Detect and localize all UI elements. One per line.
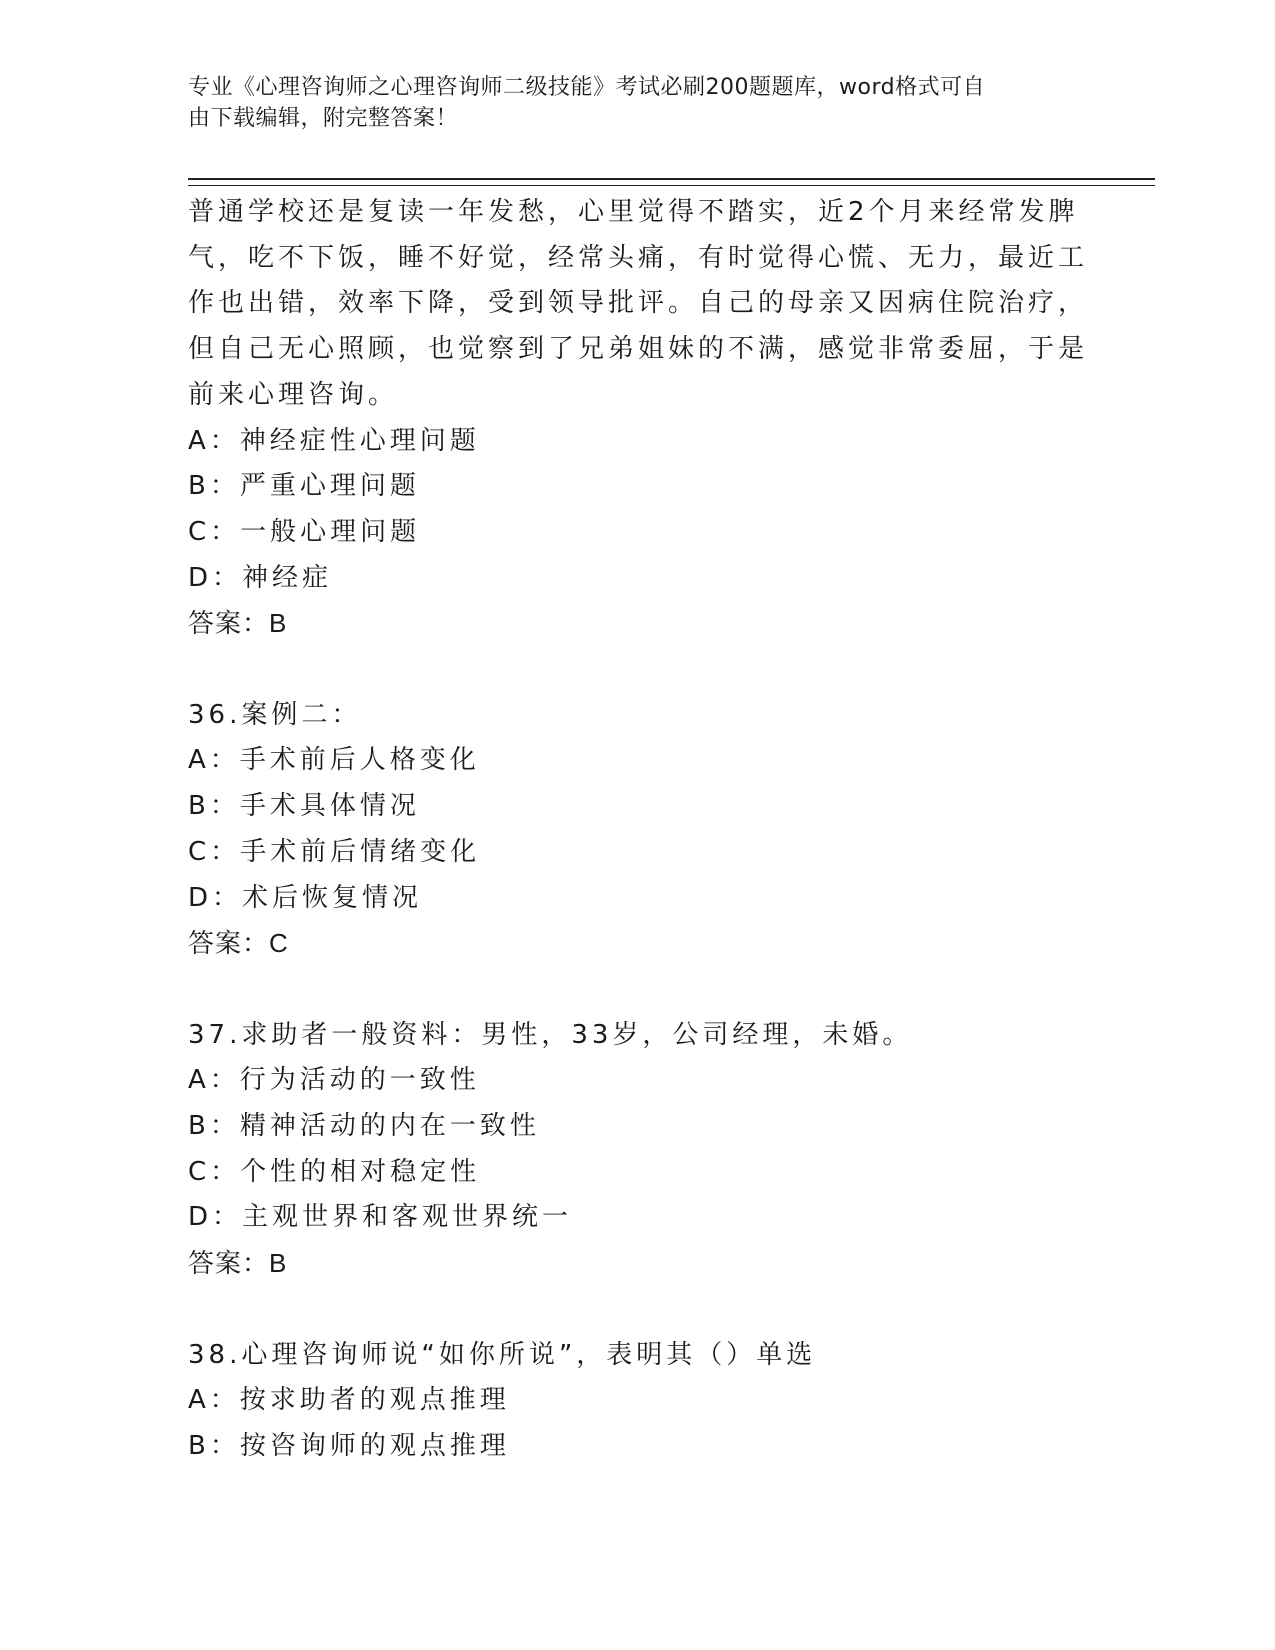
question-36 xyxy=(188,693,1088,967)
option-b: B：严重心理问题 xyxy=(188,471,420,502)
question-35-continued xyxy=(188,190,1088,647)
option-b: B：精神活动的内在一致性 xyxy=(188,1111,540,1142)
question-37 xyxy=(188,1013,1088,1287)
answer-line: 答案：B xyxy=(188,608,288,639)
option-c: C：手术前后情绪变化 xyxy=(188,836,481,867)
question-text-line: 作也出错，效率下降，受到领导批评。自己的母亲又因病住院治疗， xyxy=(188,288,1089,319)
spacer xyxy=(188,1287,1088,1333)
option-d: D：术后恢复情况 xyxy=(188,882,423,913)
option-a: A：行为活动的一致性 xyxy=(188,1065,480,1096)
option-a: A：按求助者的观点推理 xyxy=(188,1385,510,1416)
spacer xyxy=(188,967,1088,1013)
option-b: B：手术具体情况 xyxy=(188,791,420,822)
answer-line: 答案：B xyxy=(188,1248,288,1279)
answer-line: 答案：C xyxy=(188,928,289,959)
question-text-line: 前来心理咨询。 xyxy=(188,379,399,410)
option-a: A：神经症性心理问题 xyxy=(188,425,480,456)
option-d: D：主观世界和客观世界统一 xyxy=(188,1202,573,1233)
option-c: C：一般心理问题 xyxy=(188,516,421,547)
option-c: C：个性的相对稳定性 xyxy=(188,1156,481,1187)
question-stem: 36.案例二： xyxy=(188,699,362,730)
document-header xyxy=(188,72,1068,134)
option-b: B：按咨询师的观点推理 xyxy=(188,1430,510,1461)
header-line-2: 由下载编辑，附完整答案！ xyxy=(188,106,459,131)
question-text-line: 气，吃不下饭，睡不好觉，经常头痛，有时觉得心慌、无力，最近工 xyxy=(188,242,1089,273)
spacer xyxy=(188,647,1088,693)
question-stem: 37.求助者一般资料：男性，33岁，公司经理，未婚。 xyxy=(188,1019,913,1050)
header-line-1: 专业《心理咨询师之心理咨询师二级技能》考试必刷200题题库，word格式可自 xyxy=(188,75,986,100)
document-body xyxy=(188,190,1088,1470)
header-divider xyxy=(188,178,1155,186)
question-stem: 38.心理咨询师说“如你所说”，表明其（）单选 xyxy=(188,1339,817,1370)
question-text-line: 普通学校还是复读一年发愁，心里觉得不踏实，近2个月来经常发脾 xyxy=(188,197,1079,227)
option-a: A：手术前后人格变化 xyxy=(188,745,480,776)
question-text-line: 但自己无心照顾，也觉察到了兄弟姐妹的不满，感觉非常委屈，于是 xyxy=(188,334,1089,365)
option-d: D：神经症 xyxy=(188,562,333,593)
question-38 xyxy=(188,1333,1088,1470)
